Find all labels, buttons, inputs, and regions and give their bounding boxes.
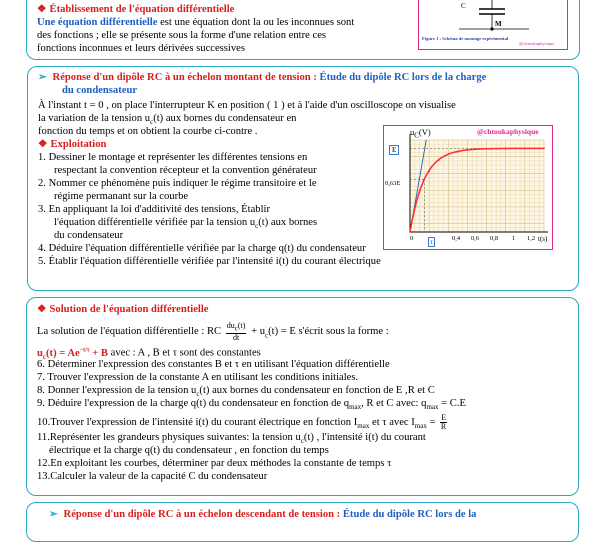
question-item: 12.En exploitant les courbes, déterminer par deux méthodes la constante de temps τ: [37, 458, 392, 469]
data-point: [505, 147, 507, 149]
question-item: 1. Dessiner le montage et représenter les différentes tensions en: [38, 152, 308, 163]
question-item: l'équation différentielle vérifiée par la tension u: [54, 217, 256, 228]
x-tick: 0: [410, 235, 414, 242]
question-item: 10.Trouver l'expression de l'intensité i(t) du courant électrique en fonction I: [37, 416, 358, 428]
diamond-bullet-icon: ❖: [37, 4, 47, 15]
question-item: électrique et la charge q(t) du condensateur , en fonction du temps: [49, 445, 329, 456]
question-item: du condensateur: [54, 230, 124, 241]
section-subtitle: Étude du dipôle RC lors de la charge: [319, 72, 487, 83]
data-point: [467, 149, 469, 151]
data-point: [457, 151, 459, 153]
question-item: 9. Déduire l'expression de la charge q(t) du condensateur en fonction de q: [37, 398, 350, 409]
section-title: Solution de l'équation différentielle: [49, 304, 209, 315]
question-item: 6. Déterminer l'expression des constantes B et τ en utilisant l'équation différentielle: [37, 359, 390, 370]
node-label: M: [495, 20, 502, 28]
definition-line: des fonctions ; elle se présente sous la forme d'une relation entre ces: [37, 30, 327, 41]
figure-circuit: [418, 0, 568, 50]
label-063E: 0,63E: [385, 180, 401, 187]
x-tick: 1,2: [527, 235, 536, 242]
diamond-bullet-icon: ❖: [38, 139, 48, 150]
x-tick: 0,4: [452, 235, 461, 242]
question-item: régime permanant sur la courbe: [54, 191, 189, 202]
intro-line: fonction du temps et on obtient la courbe ci-contre .: [38, 126, 258, 137]
figure-caption: Figure 1 : Schéma de montage expérimental: [422, 36, 509, 41]
section-subtitle: Étude du dipôle RC lors de la: [342, 509, 477, 520]
question-item: 11.Représenter les grandeurs physiques suivantes: la tension u: [37, 432, 301, 443]
x-tick: 0,6: [471, 235, 480, 242]
arrow-bullet-icon: ➢: [49, 509, 58, 520]
data-point: [409, 231, 411, 233]
section-charge: ➢ Réponse d'un dipôle RC à un échelon montant de tension : Étude du dipôle RC lors de la charge du condensateur À l'instant t = 0 , on place l'interrupteur K en position ( 1 ) et à l'aide d'un oscilloscope on visualise la variation de la tension $u_c(t)$ aux bornes du condensateur en fonction du temps et on obtient la courbe ci-contre . ❖ Exploitation 1. Dessiner le montage et représenter les différentes tensions en respectant la convention récepteur et la convention générateur 2. Nommer ce phénomène puis indiquer le régime transitoire et le régime permanant sur la courbe 3. En appliquant la loi d'additivité des tensions, Établir l'équation différentielle vérifiée par la tension $u_c(t)$ aux bornes du condensateur 4. Déduire l'équation différentielle vérifiée par la charge q(t) du condensateur 5. Établir l'équation différentielle vérifiée par l'intensité i(t) du courant électrique: [27, 66, 579, 291]
question-item: 2. Nommer ce phénomène puis indiquer le régime transitoire et le: [38, 178, 317, 189]
tau-marker: τ: [430, 238, 433, 246]
data-point: [438, 159, 440, 161]
data-point: [447, 153, 449, 155]
data-point: [486, 148, 488, 150]
question-item: 3. En appliquant la loi d'additivité des tensions, Établir: [38, 204, 270, 215]
equation-intro: La solution de l'équation différentielle : RC: [37, 326, 222, 338]
x-axis-label: t(s): [538, 235, 548, 243]
x-tick: 0,8: [490, 235, 499, 242]
watermark: @chtoukaphysique: [519, 41, 555, 46]
question-item: 4. Déduire l'équation différentielle vérifiée par la charge q(t) du condensateur: [38, 243, 366, 254]
section-title: Réponse d'un dipôle RC à un échelon descendant de tension :: [63, 509, 343, 520]
data-point: [428, 170, 430, 172]
section-title: Réponse d'un dipôle RC à un échelon montant de tension :: [52, 72, 320, 83]
data-point: [524, 147, 526, 149]
exploitation-title: Exploitation: [50, 139, 107, 150]
definition-text: est une équation dont la ou les inconnues sont: [157, 17, 355, 28]
diamond-bullet-icon: ❖: [37, 304, 47, 315]
x-tick: 1: [512, 235, 516, 242]
capacitor-label: C: [461, 2, 466, 10]
section-solution: ❖ Solution de l'équation différentielle La solution de l'équation différentielle : RC $\frac{du_c(t)}{dt}$ + $u_c(t) = E$ s'écrit sous la forme : $u_c(t) = Ae^{-t/\tau} + B$ avec : A , B et τ sont des constantes 6. Déterminer l'expression des constantes B et τ en utilisant l'équation différentielle 7. Trouver l'expression de la constante A en utilisant les conditions initiales. 8. Donner l'expression de la tension $u_c(t)$ aux bornes du condensateur en fonction de E ,R et C 9. Déduire l'expression de la charge q(t) du condensateur en fonction de $q_{max}$, R et C avec: $q_{max} = C.E$ 10.Trouver l'expression de l'intensité i(t) du courant électrique en fonction $I_{max}$ et τ avec $I_{max}$ = $\frac{E}{R}$ 11.Représenter les grandeurs physiques suivantes: la tension $u_c(t)$ , l'intensité i(t) du courant électrique et la charge q(t) du condensateur , en fonction du temps 12.En exploitant les courbes, déterminer par deux méthodes la constante de temps τ 13.Calculer la valeur de la capacité C du condensateur: [26, 297, 579, 496]
charge-curve-chart: [384, 126, 551, 248]
label-E: E: [389, 145, 399, 155]
question-item: 13.Calculer la valeur de la capacité C du condensateur: [37, 471, 268, 482]
question-item: 7. Trouver l'expression de la constante A en utilisant les conditions initiales.: [37, 372, 359, 383]
intro-line: À l'instant t = 0 , on place l'interrupteur K en position ( 1 ) et à l'aide d'un oscilloscope on visualise: [38, 100, 456, 111]
question-item: 8. Donner l'expression de la tension u: [37, 385, 197, 396]
section-discharge: [26, 502, 579, 542]
arrow-bullet-icon: ➢: [38, 72, 47, 83]
data-point: [419, 191, 421, 193]
question-item: respectant la convention récepteur et la convention générateur: [54, 165, 317, 176]
intro-text: la variation de la tension u: [38, 113, 151, 124]
question-item: 5. Établir l'équation différentielle vérifiée par l'intensité i(t) du courant électrique: [38, 256, 381, 267]
charge-graph: $u_C(V)$ @chtoukaphysique E 0,63E τ 0 0,4 0,6 0,8 1 1,2 t(s): [383, 125, 553, 250]
derivative-fraction: $\frac{du_c(t)}{dt}$: [226, 321, 246, 342]
y-axis-label: u: [410, 127, 415, 137]
section-subtitle-cont: du condensateur: [62, 85, 138, 96]
data-point: [543, 147, 545, 149]
definition-term: Une équation différentielle: [37, 17, 158, 28]
watermark: @chtoukaphysique: [477, 127, 539, 136]
section-title: Établissement de l'équation différentielle: [49, 4, 235, 15]
definition-line: fonctions inconnues et leurs dérivées successives: [37, 43, 245, 54]
emax-fraction: $\frac{E}{R}$: [440, 413, 447, 431]
solution-formula: $u_c(t) = Ae^{-t/\tau} + B$: [37, 347, 108, 361]
